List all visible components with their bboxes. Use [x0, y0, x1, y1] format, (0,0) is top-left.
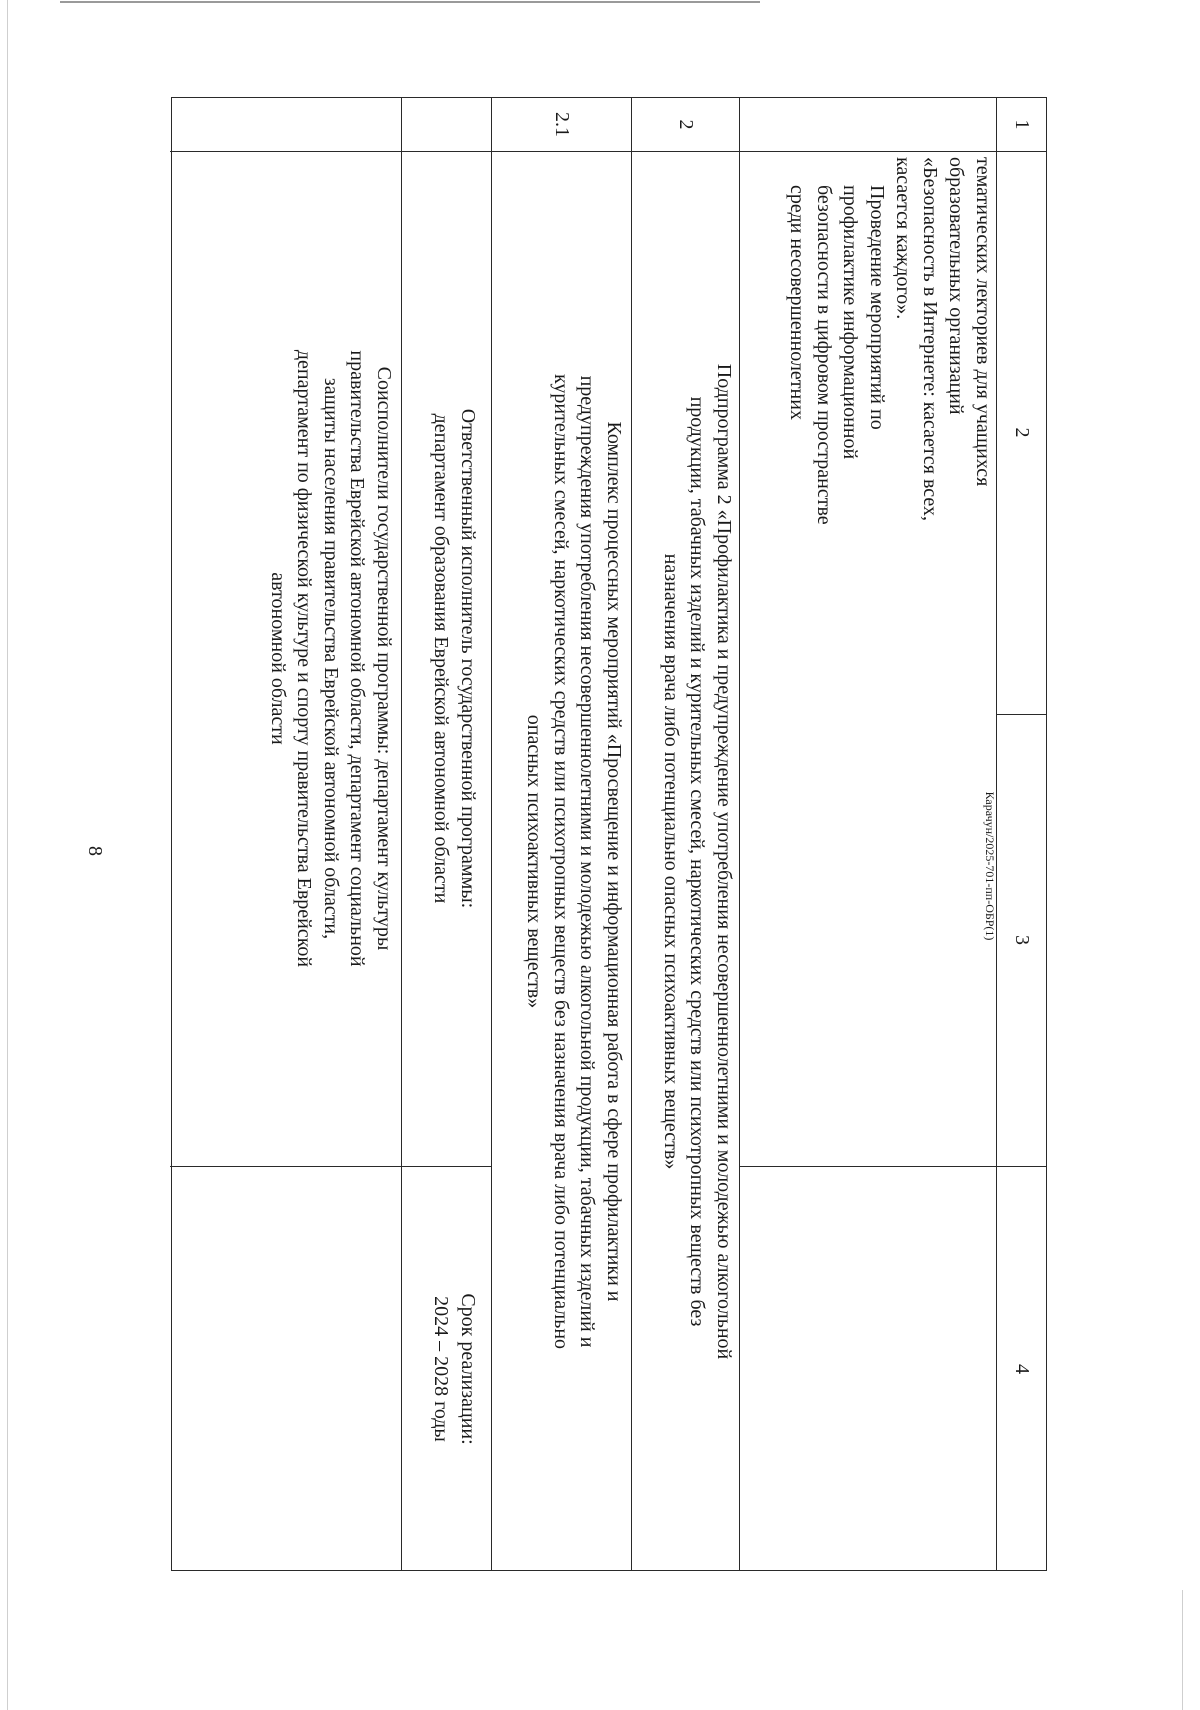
continuation-line: профилактике информационной: [839, 185, 862, 460]
period-line: 2024 – 2028 годы: [430, 1296, 453, 1442]
page-number: 8: [84, 846, 106, 856]
complex-title: [492, 151, 631, 1572]
continuation-line: безопасности в цифровом пространстве: [813, 185, 835, 525]
subprogram-line: Подпрограмма 2 «Профилактика и предупреждение употребления несовершеннолетними и молодежью алкогольной: [713, 363, 735, 1360]
subprogram-line: продукции, табачных изделий и курительных смесей, наркотических средств или психотропных веществ без: [686, 396, 709, 1327]
complex-line: Комплекс процессных мероприятий «Просвещение и информационная работа в сфере профилактики и: [603, 421, 625, 1302]
continuation-line: «Безопасность в Интернете: касается всех,: [919, 157, 941, 522]
table-row-coexecutors: [170, 98, 401, 1570]
coexecutors-line: автономной области: [267, 572, 289, 745]
column-divider: [740, 1166, 996, 1167]
table-header-row: [996, 98, 1046, 1570]
header-col-2: 2: [1010, 427, 1033, 438]
subprogram-line: назначения врача либо потенциально опасных психоактивных веществ»: [660, 553, 682, 1170]
coexecutors-line: правительства Еврейской автономной области, департамент социальной: [346, 350, 369, 967]
continuation-line: среди несовершеннолетних: [786, 185, 809, 420]
subprogram-title: [632, 151, 739, 1572]
coexecutors-line: защиты населения правительства Еврейской автономной области,: [320, 377, 342, 940]
table-row-responsible: [401, 98, 491, 1570]
responsible-executor: [402, 151, 491, 1166]
scan-edge-top: [60, 1, 760, 3]
table-row-continuation: [739, 98, 996, 1570]
continuation-line: Проведение мероприятий по: [866, 185, 888, 430]
implementation-period: [402, 1166, 491, 1572]
complex-line: опасных психоактивных веществ»: [523, 714, 546, 1009]
subprogram-number: 2: [674, 119, 697, 130]
complex-number: 2.1: [550, 112, 573, 137]
scan-edge-left: [7, 0, 8, 1710]
continuation-line: образовательных организаций: [945, 157, 968, 415]
continuation-line: касается каждого».: [892, 157, 915, 320]
responsible-line: Ответственный исполнитель государственной программы:: [457, 408, 479, 909]
header-col-1: 1: [1010, 119, 1033, 130]
continuation-line: тематических лекториев для учащихся: [972, 157, 994, 487]
complex-line: курительных смесей, наркотических средств или психотропных веществ без назначения врача либо потенциально: [550, 373, 572, 1350]
table-row-complex: [491, 98, 631, 1570]
continuation-text: [740, 151, 996, 1166]
coexecutors-line: Соисполнители государственной программы: департамент культуры: [373, 366, 395, 951]
coexecutors: [170, 151, 401, 1166]
responsible-line: департамент образования Еврейской автономной области: [430, 413, 453, 904]
header-col-3: 3: [1010, 935, 1033, 945]
document-code: Карачун/2025-701-пп-ОБР(1): [983, 791, 997, 941]
period-line: Срок реализации:: [457, 1293, 479, 1445]
header-col-4: 4: [1010, 1364, 1033, 1374]
table-row-subprogram: [631, 98, 739, 1570]
complex-line: предупреждения употребления несовершеннолетними и молодежью алкогольной продукции, табачных изделий и: [576, 375, 599, 1348]
scan-edge-right: [1182, 1590, 1183, 1710]
program-table: [171, 97, 1047, 1571]
column-divider: [170, 1166, 401, 1167]
coexecutors-line: департамент по физической культуре и спорту правительства Еврейской: [293, 349, 316, 968]
